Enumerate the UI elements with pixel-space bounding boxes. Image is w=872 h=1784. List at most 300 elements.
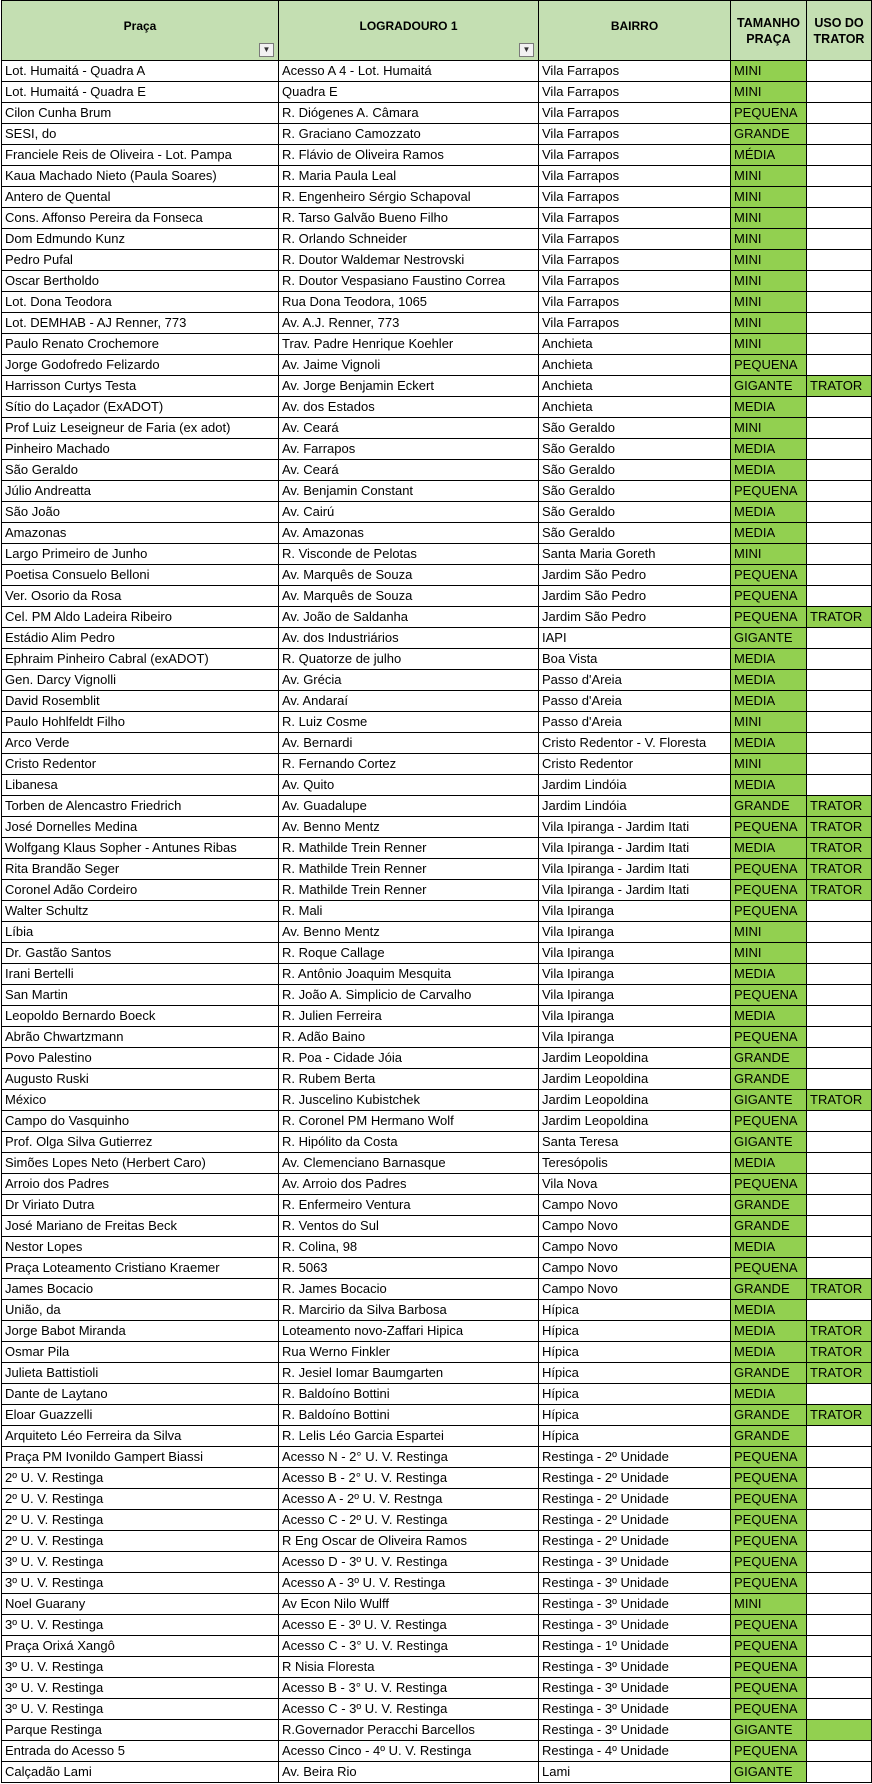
cell-bairro[interactable]: Vila Farrapos bbox=[539, 313, 731, 334]
cell-praca[interactable]: Libanesa bbox=[2, 775, 279, 796]
cell-praca[interactable]: Dante de Laytano bbox=[2, 1384, 279, 1405]
filter-dropdown-icon[interactable]: ▼ bbox=[259, 43, 274, 57]
cell-uso-trator[interactable] bbox=[807, 145, 872, 166]
cell-bairro[interactable]: Vila Farrapos bbox=[539, 166, 731, 187]
cell-tamanho[interactable]: PEQUENA bbox=[731, 1489, 807, 1510]
cell-uso-trator[interactable] bbox=[807, 649, 872, 670]
cell-uso-trator[interactable]: TRATOR bbox=[807, 1321, 872, 1342]
cell-tamanho[interactable]: PEQUENA bbox=[731, 1552, 807, 1573]
cell-logradouro[interactable]: Av. Marquês de Souza bbox=[279, 586, 539, 607]
cell-tamanho[interactable]: MINI bbox=[731, 313, 807, 334]
cell-praca[interactable]: José Mariano de Freitas Beck bbox=[2, 1216, 279, 1237]
cell-uso-trator[interactable] bbox=[807, 523, 872, 544]
cell-logradouro[interactable]: R. Hipólito da Costa bbox=[279, 1132, 539, 1153]
cell-uso-trator[interactable] bbox=[807, 1678, 872, 1699]
cell-logradouro[interactable]: Av. Quito bbox=[279, 775, 539, 796]
cell-uso-trator[interactable] bbox=[807, 1447, 872, 1468]
cell-logradouro[interactable]: Av. Marquês de Souza bbox=[279, 565, 539, 586]
cell-uso-trator[interactable] bbox=[807, 1048, 872, 1069]
cell-tamanho[interactable]: GRANDE bbox=[731, 1426, 807, 1447]
cell-uso-trator[interactable] bbox=[807, 1153, 872, 1174]
cell-logradouro[interactable]: R. Diógenes A. Câmara bbox=[279, 103, 539, 124]
cell-logradouro[interactable]: R. Orlando Schneider bbox=[279, 229, 539, 250]
cell-logradouro[interactable]: Av. dos Industriários bbox=[279, 628, 539, 649]
cell-praca[interactable]: Arco Verde bbox=[2, 733, 279, 754]
cell-tamanho[interactable]: GRANDE bbox=[731, 1069, 807, 1090]
cell-bairro[interactable]: Jardim Leopoldina bbox=[539, 1069, 731, 1090]
cell-tamanho[interactable]: GRANDE bbox=[731, 1405, 807, 1426]
cell-uso-trator[interactable] bbox=[807, 922, 872, 943]
cell-bairro[interactable]: Hípica bbox=[539, 1426, 731, 1447]
cell-uso-trator[interactable] bbox=[807, 187, 872, 208]
cell-tamanho[interactable]: MEDIA bbox=[731, 1384, 807, 1405]
cell-logradouro[interactable]: R. Visconde de Pelotas bbox=[279, 544, 539, 565]
cell-tamanho[interactable]: MINI bbox=[731, 922, 807, 943]
cell-tamanho[interactable]: PEQUENA bbox=[731, 1678, 807, 1699]
cell-praca[interactable]: Ephraim Pinheiro Cabral (exADOT) bbox=[2, 649, 279, 670]
cell-praca[interactable]: São Geraldo bbox=[2, 460, 279, 481]
cell-logradouro[interactable]: Av. Jorge Benjamin Eckert bbox=[279, 376, 539, 397]
cell-praca[interactable]: Jorge Godofredo Felizardo bbox=[2, 355, 279, 376]
cell-praca[interactable]: 3º U. V. Restinga bbox=[2, 1678, 279, 1699]
cell-bairro[interactable]: São Geraldo bbox=[539, 481, 731, 502]
cell-praca[interactable]: Lot. Humaitá - Quadra A bbox=[2, 61, 279, 82]
cell-praca[interactable]: Júlio Andreatta bbox=[2, 481, 279, 502]
cell-bairro[interactable]: Vila Ipiranga - Jardim Itati bbox=[539, 880, 731, 901]
cell-praca[interactable]: Campo do Vasquinho bbox=[2, 1111, 279, 1132]
cell-uso-trator[interactable]: TRATOR bbox=[807, 838, 872, 859]
cell-logradouro[interactable]: R. Jesiel Iomar Baumgarten bbox=[279, 1363, 539, 1384]
cell-logradouro[interactable]: Quadra E bbox=[279, 82, 539, 103]
cell-logradouro[interactable]: Rua Dona Teodora, 1065 bbox=[279, 292, 539, 313]
cell-uso-trator[interactable] bbox=[807, 1468, 872, 1489]
cell-praca[interactable]: Lot. Humaitá - Quadra E bbox=[2, 82, 279, 103]
cell-bairro[interactable]: Vila Ipiranga bbox=[539, 985, 731, 1006]
cell-tamanho[interactable]: MEDIA bbox=[731, 649, 807, 670]
cell-bairro[interactable]: Hípica bbox=[539, 1363, 731, 1384]
cell-bairro[interactable]: Vila Farrapos bbox=[539, 292, 731, 313]
cell-logradouro[interactable]: R. Coronel PM Hermano Wolf bbox=[279, 1111, 539, 1132]
cell-logradouro[interactable]: R. James Bocacio bbox=[279, 1279, 539, 1300]
cell-uso-trator[interactable] bbox=[807, 439, 872, 460]
cell-praca[interactable]: Paulo Hohlfeldt Filho bbox=[2, 712, 279, 733]
cell-tamanho[interactable]: PEQUENA bbox=[731, 607, 807, 628]
cell-tamanho[interactable]: PEQUENA bbox=[731, 985, 807, 1006]
cell-uso-trator[interactable] bbox=[807, 1195, 872, 1216]
cell-uso-trator[interactable] bbox=[807, 1657, 872, 1678]
cell-bairro[interactable]: Santa Maria Goreth bbox=[539, 544, 731, 565]
cell-tamanho[interactable]: MINI bbox=[731, 943, 807, 964]
cell-uso-trator[interactable] bbox=[807, 1762, 872, 1783]
cell-uso-trator[interactable] bbox=[807, 313, 872, 334]
cell-praca[interactable]: Leopoldo Bernardo Boeck bbox=[2, 1006, 279, 1027]
cell-bairro[interactable]: Campo Novo bbox=[539, 1216, 731, 1237]
cell-uso-trator[interactable] bbox=[807, 1594, 872, 1615]
cell-uso-trator[interactable] bbox=[807, 271, 872, 292]
cell-logradouro[interactable]: R. Mathilde Trein Renner bbox=[279, 880, 539, 901]
cell-uso-trator[interactable] bbox=[807, 1699, 872, 1720]
cell-tamanho[interactable]: GIGANTE bbox=[731, 1720, 807, 1741]
cell-praca[interactable]: Coronel Adão Cordeiro bbox=[2, 880, 279, 901]
cell-bairro[interactable]: Vila Farrapos bbox=[539, 208, 731, 229]
cell-tamanho[interactable]: MEDIA bbox=[731, 397, 807, 418]
cell-bairro[interactable]: Cristo Redentor - V. Floresta bbox=[539, 733, 731, 754]
cell-logradouro[interactable]: Acesso B - 3° U. V. Restinga bbox=[279, 1678, 539, 1699]
cell-praca[interactable]: 3º U. V. Restinga bbox=[2, 1699, 279, 1720]
cell-uso-trator[interactable]: TRATOR bbox=[807, 859, 872, 880]
cell-bairro[interactable]: Jardim São Pedro bbox=[539, 586, 731, 607]
cell-logradouro[interactable]: R. Quatorze de julho bbox=[279, 649, 539, 670]
cell-bairro[interactable]: Anchieta bbox=[539, 376, 731, 397]
cell-praca[interactable]: Dr. Gastão Santos bbox=[2, 943, 279, 964]
cell-logradouro[interactable]: R Nisia Floresta bbox=[279, 1657, 539, 1678]
cell-bairro[interactable]: Restinga - 3º Unidade bbox=[539, 1657, 731, 1678]
cell-uso-trator[interactable]: TRATOR bbox=[807, 1279, 872, 1300]
cell-logradouro[interactable]: Acesso C - 3º U. V. Restinga bbox=[279, 1699, 539, 1720]
cell-bairro[interactable]: Restinga - 3º Unidade bbox=[539, 1720, 731, 1741]
cell-bairro[interactable]: Campo Novo bbox=[539, 1237, 731, 1258]
cell-tamanho[interactable]: PEQUENA bbox=[731, 103, 807, 124]
cell-praca[interactable]: Nestor Lopes bbox=[2, 1237, 279, 1258]
cell-uso-trator[interactable] bbox=[807, 481, 872, 502]
cell-bairro[interactable]: Restinga - 3º Unidade bbox=[539, 1699, 731, 1720]
cell-uso-trator[interactable] bbox=[807, 124, 872, 145]
cell-bairro[interactable]: Vila Ipiranga - Jardim Itati bbox=[539, 838, 731, 859]
cell-logradouro[interactable]: Av. A.J. Renner, 773 bbox=[279, 313, 539, 334]
cell-praca[interactable]: Povo Palestino bbox=[2, 1048, 279, 1069]
cell-bairro[interactable]: Passo d'Areia bbox=[539, 670, 731, 691]
cell-logradouro[interactable]: Av. dos Estados bbox=[279, 397, 539, 418]
cell-logradouro[interactable]: R. Julien Ferreira bbox=[279, 1006, 539, 1027]
cell-praca[interactable]: Antero de Quental bbox=[2, 187, 279, 208]
cell-tamanho[interactable]: MEDIA bbox=[731, 691, 807, 712]
cell-praca[interactable]: Ver. Osorio da Rosa bbox=[2, 586, 279, 607]
cell-bairro[interactable]: Vila Nova bbox=[539, 1174, 731, 1195]
cell-bairro[interactable]: Vila Farrapos bbox=[539, 124, 731, 145]
cell-tamanho[interactable]: PEQUENA bbox=[731, 1573, 807, 1594]
cell-bairro[interactable]: São Geraldo bbox=[539, 502, 731, 523]
cell-bairro[interactable]: Anchieta bbox=[539, 355, 731, 376]
cell-bairro[interactable]: Vila Farrapos bbox=[539, 271, 731, 292]
cell-praca[interactable]: Abrão Chwartzmann bbox=[2, 1027, 279, 1048]
cell-bairro[interactable]: Santa Teresa bbox=[539, 1132, 731, 1153]
cell-tamanho[interactable]: PEQUENA bbox=[731, 355, 807, 376]
cell-uso-trator[interactable] bbox=[807, 1069, 872, 1090]
cell-tamanho[interactable]: MINI bbox=[731, 754, 807, 775]
cell-tamanho[interactable]: PEQUENA bbox=[731, 1258, 807, 1279]
cell-uso-trator[interactable] bbox=[807, 397, 872, 418]
cell-uso-trator[interactable] bbox=[807, 460, 872, 481]
cell-tamanho[interactable]: PEQUENA bbox=[731, 1741, 807, 1762]
cell-praca[interactable]: Amazonas bbox=[2, 523, 279, 544]
cell-praca[interactable]: Praça Loteamento Cristiano Kraemer bbox=[2, 1258, 279, 1279]
cell-logradouro[interactable]: R. Doutor Vespasiano Faustino Correa bbox=[279, 271, 539, 292]
cell-logradouro[interactable]: R. Lelis Léo Garcia Espartei bbox=[279, 1426, 539, 1447]
cell-uso-trator[interactable] bbox=[807, 901, 872, 922]
cell-tamanho[interactable]: PEQUENA bbox=[731, 1636, 807, 1657]
cell-bairro[interactable]: Vila Farrapos bbox=[539, 229, 731, 250]
cell-tamanho[interactable]: MINI bbox=[731, 334, 807, 355]
cell-uso-trator[interactable] bbox=[807, 1426, 872, 1447]
cell-tamanho[interactable]: MEDIA bbox=[731, 1321, 807, 1342]
cell-uso-trator[interactable] bbox=[807, 670, 872, 691]
cell-tamanho[interactable]: MINI bbox=[731, 1594, 807, 1615]
cell-uso-trator[interactable] bbox=[807, 1615, 872, 1636]
cell-tamanho[interactable]: GIGANTE bbox=[731, 1132, 807, 1153]
cell-praca[interactable]: Sítio do Laçador (ExADOT) bbox=[2, 397, 279, 418]
cell-praca[interactable]: Oscar Bertholdo bbox=[2, 271, 279, 292]
cell-uso-trator[interactable]: TRATOR bbox=[807, 1090, 872, 1111]
cell-uso-trator[interactable] bbox=[807, 1006, 872, 1027]
cell-bairro[interactable]: Campo Novo bbox=[539, 1195, 731, 1216]
cell-logradouro[interactable]: Acesso D - 3º U. V. Restinga bbox=[279, 1552, 539, 1573]
cell-bairro[interactable]: Cristo Redentor bbox=[539, 754, 731, 775]
cell-bairro[interactable]: Anchieta bbox=[539, 397, 731, 418]
cell-logradouro[interactable]: Av. Arroio dos Padres bbox=[279, 1174, 539, 1195]
cell-uso-trator[interactable]: TRATOR bbox=[807, 1405, 872, 1426]
cell-tamanho[interactable]: MINI bbox=[731, 292, 807, 313]
cell-logradouro[interactable]: R. Colina, 98 bbox=[279, 1237, 539, 1258]
cell-praca[interactable]: José Dornelles Medina bbox=[2, 817, 279, 838]
cell-praca[interactable]: Pedro Pufal bbox=[2, 250, 279, 271]
cell-praca[interactable]: Paulo Renato Crochemore bbox=[2, 334, 279, 355]
cell-praca[interactable]: São João bbox=[2, 502, 279, 523]
cell-bairro[interactable]: Anchieta bbox=[539, 334, 731, 355]
cell-bairro[interactable]: Restinga - 1º Unidade bbox=[539, 1636, 731, 1657]
cell-bairro[interactable]: Vila Farrapos bbox=[539, 187, 731, 208]
cell-bairro[interactable]: Jardim Leopoldina bbox=[539, 1090, 731, 1111]
cell-uso-trator[interactable] bbox=[807, 208, 872, 229]
cell-bairro[interactable]: Restinga - 3º Unidade bbox=[539, 1573, 731, 1594]
cell-logradouro[interactable]: R. Baldoíno Bottini bbox=[279, 1405, 539, 1426]
cell-tamanho[interactable]: PEQUENA bbox=[731, 586, 807, 607]
cell-uso-trator[interactable] bbox=[807, 1489, 872, 1510]
cell-logradouro[interactable]: R Eng Oscar de Oliveira Ramos bbox=[279, 1531, 539, 1552]
cell-uso-trator[interactable] bbox=[807, 418, 872, 439]
cell-uso-trator[interactable] bbox=[807, 1636, 872, 1657]
cell-logradouro[interactable]: R. Graciano Camozzato bbox=[279, 124, 539, 145]
cell-bairro[interactable]: Restinga - 2º Unidade bbox=[539, 1531, 731, 1552]
cell-praca[interactable]: Praça PM Ivonildo Gampert Biassi bbox=[2, 1447, 279, 1468]
cell-tamanho[interactable]: PEQUENA bbox=[731, 1447, 807, 1468]
cell-bairro[interactable]: Restinga - 3º Unidade bbox=[539, 1615, 731, 1636]
cell-uso-trator[interactable] bbox=[807, 61, 872, 82]
cell-praca[interactable]: Jorge Babot Miranda bbox=[2, 1321, 279, 1342]
cell-tamanho[interactable]: PEQUENA bbox=[731, 1468, 807, 1489]
cell-uso-trator[interactable] bbox=[807, 292, 872, 313]
cell-uso-trator[interactable] bbox=[807, 691, 872, 712]
cell-logradouro[interactable]: Av. Ceará bbox=[279, 418, 539, 439]
cell-praca[interactable]: Noel Guarany bbox=[2, 1594, 279, 1615]
cell-praca[interactable]: Cel. PM Aldo Ladeira Ribeiro bbox=[2, 607, 279, 628]
cell-logradouro[interactable]: R. Marcirio da Silva Barbosa bbox=[279, 1300, 539, 1321]
header-praca[interactable] bbox=[2, 1, 279, 61]
cell-uso-trator[interactable] bbox=[807, 1384, 872, 1405]
cell-uso-trator[interactable] bbox=[807, 1720, 872, 1741]
cell-tamanho[interactable]: MEDIA bbox=[731, 1342, 807, 1363]
cell-uso-trator[interactable] bbox=[807, 1573, 872, 1594]
cell-praca[interactable]: 3º U. V. Restinga bbox=[2, 1573, 279, 1594]
cell-logradouro[interactable]: Acesso A - 2º U. V. Restnga bbox=[279, 1489, 539, 1510]
cell-praca[interactable]: Gen. Darcy Vignolli bbox=[2, 670, 279, 691]
cell-logradouro[interactable]: R. Doutor Waldemar Nestrovski bbox=[279, 250, 539, 271]
cell-uso-trator[interactable]: TRATOR bbox=[807, 1363, 872, 1384]
cell-uso-trator[interactable] bbox=[807, 502, 872, 523]
cell-logradouro[interactable]: Av. Jaime Vignoli bbox=[279, 355, 539, 376]
cell-bairro[interactable]: Jardim Lindóia bbox=[539, 796, 731, 817]
cell-tamanho[interactable]: PEQUENA bbox=[731, 1657, 807, 1678]
cell-praca[interactable]: Prof Luiz Leseigneur de Faria (ex adot) bbox=[2, 418, 279, 439]
cell-praca[interactable]: Torben de Alencastro Friedrich bbox=[2, 796, 279, 817]
cell-bairro[interactable]: Passo d'Areia bbox=[539, 691, 731, 712]
cell-uso-trator[interactable] bbox=[807, 1531, 872, 1552]
cell-bairro[interactable]: Jardim Leopoldina bbox=[539, 1048, 731, 1069]
cell-logradouro[interactable]: Rua Werno Finkler bbox=[279, 1342, 539, 1363]
header-bairro[interactable] bbox=[539, 1, 731, 61]
cell-bairro[interactable]: Vila Farrapos bbox=[539, 145, 731, 166]
cell-logradouro[interactable]: Av. Benno Mentz bbox=[279, 922, 539, 943]
cell-praca[interactable]: Líbia bbox=[2, 922, 279, 943]
cell-praca[interactable]: Osmar Pila bbox=[2, 1342, 279, 1363]
cell-bairro[interactable]: Restinga - 3º Unidade bbox=[539, 1552, 731, 1573]
cell-bairro[interactable]: Hípica bbox=[539, 1405, 731, 1426]
cell-tamanho[interactable]: MINI bbox=[731, 208, 807, 229]
cell-uso-trator[interactable] bbox=[807, 754, 872, 775]
cell-tamanho[interactable]: MEDIA bbox=[731, 1300, 807, 1321]
cell-praca[interactable]: Parque Restinga bbox=[2, 1720, 279, 1741]
cell-logradouro[interactable]: Av. Amazonas bbox=[279, 523, 539, 544]
cell-bairro[interactable]: Passo d'Areia bbox=[539, 712, 731, 733]
header-logradouro[interactable] bbox=[279, 1, 539, 61]
cell-tamanho[interactable]: PEQUENA bbox=[731, 901, 807, 922]
cell-bairro[interactable]: Vila Ipiranga bbox=[539, 1027, 731, 1048]
cell-uso-trator[interactable] bbox=[807, 355, 872, 376]
cell-tamanho[interactable]: MEDIA bbox=[731, 775, 807, 796]
cell-praca[interactable]: Lot. Dona Teodora bbox=[2, 292, 279, 313]
cell-bairro[interactable]: São Geraldo bbox=[539, 460, 731, 481]
cell-logradouro[interactable]: R. Flávio de Oliveira Ramos bbox=[279, 145, 539, 166]
cell-uso-trator[interactable] bbox=[807, 985, 872, 1006]
cell-tamanho[interactable]: GIGANTE bbox=[731, 1090, 807, 1111]
cell-logradouro[interactable]: Av. João de Saldanha bbox=[279, 607, 539, 628]
cell-bairro[interactable]: Vila Ipiranga bbox=[539, 964, 731, 985]
cell-tamanho[interactable]: PEQUENA bbox=[731, 481, 807, 502]
cell-tamanho[interactable]: PEQUENA bbox=[731, 565, 807, 586]
cell-tamanho[interactable]: MEDIA bbox=[731, 460, 807, 481]
cell-praca[interactable]: Largo Primeiro de Junho bbox=[2, 544, 279, 565]
cell-tamanho[interactable]: PEQUENA bbox=[731, 1174, 807, 1195]
cell-praca[interactable]: União, da bbox=[2, 1300, 279, 1321]
cell-uso-trator[interactable] bbox=[807, 1510, 872, 1531]
cell-logradouro[interactable]: R. Mathilde Trein Renner bbox=[279, 838, 539, 859]
cell-praca[interactable]: Cristo Redentor bbox=[2, 754, 279, 775]
cell-logradouro[interactable]: Acesso E - 3º U. V. Restinga bbox=[279, 1615, 539, 1636]
cell-logradouro[interactable]: R. Juscelino Kubistchek bbox=[279, 1090, 539, 1111]
cell-uso-trator[interactable] bbox=[807, 229, 872, 250]
cell-tamanho[interactable]: MINI bbox=[731, 250, 807, 271]
cell-uso-trator[interactable] bbox=[807, 1174, 872, 1195]
cell-logradouro[interactable]: Av Econ Nilo Wulff bbox=[279, 1594, 539, 1615]
cell-tamanho[interactable]: MEDIA bbox=[731, 1006, 807, 1027]
cell-bairro[interactable]: Vila Ipiranga bbox=[539, 901, 731, 922]
cell-logradouro[interactable]: Av. Grécia bbox=[279, 670, 539, 691]
cell-bairro[interactable]: São Geraldo bbox=[539, 439, 731, 460]
cell-bairro[interactable]: Hípica bbox=[539, 1384, 731, 1405]
cell-praca[interactable]: 2º U. V. Restinga bbox=[2, 1510, 279, 1531]
cell-praca[interactable]: Arroio dos Padres bbox=[2, 1174, 279, 1195]
cell-bairro[interactable]: Campo Novo bbox=[539, 1258, 731, 1279]
cell-praca[interactable]: Eloar Guazzelli bbox=[2, 1405, 279, 1426]
cell-logradouro[interactable]: Av. Benjamin Constant bbox=[279, 481, 539, 502]
cell-uso-trator[interactable] bbox=[807, 1258, 872, 1279]
cell-praca[interactable]: Walter Schultz bbox=[2, 901, 279, 922]
cell-bairro[interactable]: Vila Farrapos bbox=[539, 61, 731, 82]
cell-tamanho[interactable]: GIGANTE bbox=[731, 376, 807, 397]
cell-praca[interactable]: Dr Viriato Dutra bbox=[2, 1195, 279, 1216]
cell-uso-trator[interactable]: TRATOR bbox=[807, 376, 872, 397]
cell-praca[interactable]: Kaua Machado Nieto (Paula Soares) bbox=[2, 166, 279, 187]
cell-praca[interactable]: Dom Edmundo Kunz bbox=[2, 229, 279, 250]
cell-bairro[interactable]: Vila Ipiranga bbox=[539, 1006, 731, 1027]
cell-uso-trator[interactable] bbox=[807, 565, 872, 586]
cell-bairro[interactable]: Jardim Leopoldina bbox=[539, 1111, 731, 1132]
cell-logradouro[interactable]: R. Maria Paula Leal bbox=[279, 166, 539, 187]
cell-tamanho[interactable]: MINI bbox=[731, 166, 807, 187]
cell-logradouro[interactable]: Trav. Padre Henrique Koehler bbox=[279, 334, 539, 355]
filter-dropdown-icon[interactable]: ▼ bbox=[519, 43, 534, 57]
cell-praca[interactable]: Praça Orixá Xangô bbox=[2, 1636, 279, 1657]
cell-logradouro[interactable]: R. Fernando Cortez bbox=[279, 754, 539, 775]
cell-bairro[interactable]: Boa Vista bbox=[539, 649, 731, 670]
cell-praca[interactable]: 3º U. V. Restinga bbox=[2, 1615, 279, 1636]
cell-bairro[interactable]: Vila Ipiranga bbox=[539, 943, 731, 964]
cell-praca[interactable]: Wolfgang Klaus Sopher - Antunes Ribas bbox=[2, 838, 279, 859]
cell-tamanho[interactable]: GRANDE bbox=[731, 796, 807, 817]
cell-praca[interactable]: 3º U. V. Restinga bbox=[2, 1657, 279, 1678]
cell-praca[interactable]: 3º U. V. Restinga bbox=[2, 1552, 279, 1573]
cell-tamanho[interactable]: PEQUENA bbox=[731, 1531, 807, 1552]
cell-bairro[interactable]: Jardim São Pedro bbox=[539, 565, 731, 586]
cell-uso-trator[interactable] bbox=[807, 1741, 872, 1762]
cell-tamanho[interactable]: PEQUENA bbox=[731, 817, 807, 838]
cell-tamanho[interactable]: GRANDE bbox=[731, 1279, 807, 1300]
cell-bairro[interactable]: Jardim Lindóia bbox=[539, 775, 731, 796]
cell-praca[interactable]: Entrada do Acesso 5 bbox=[2, 1741, 279, 1762]
cell-praca[interactable]: 2º U. V. Restinga bbox=[2, 1468, 279, 1489]
cell-bairro[interactable]: Vila Ipiranga - Jardim Itati bbox=[539, 859, 731, 880]
header-tamanho[interactable] bbox=[731, 1, 807, 61]
cell-bairro[interactable]: Vila Farrapos bbox=[539, 103, 731, 124]
cell-uso-trator[interactable]: TRATOR bbox=[807, 1342, 872, 1363]
cell-tamanho[interactable]: PEQUENA bbox=[731, 1027, 807, 1048]
cell-tamanho[interactable]: MEDIA bbox=[731, 964, 807, 985]
cell-logradouro[interactable]: R.Governador Peracchi Barcellos bbox=[279, 1720, 539, 1741]
cell-uso-trator[interactable]: TRATOR bbox=[807, 817, 872, 838]
cell-bairro[interactable]: Teresópolis bbox=[539, 1153, 731, 1174]
cell-praca[interactable]: Franciele Reis de Oliveira - Lot. Pampa bbox=[2, 145, 279, 166]
cell-tamanho[interactable]: GRANDE bbox=[731, 1195, 807, 1216]
cell-logradouro[interactable]: Loteamento novo-Zaffari Hipica bbox=[279, 1321, 539, 1342]
cell-tamanho[interactable]: GRANDE bbox=[731, 1363, 807, 1384]
cell-praca[interactable]: Irani Bertelli bbox=[2, 964, 279, 985]
cell-tamanho[interactable]: PEQUENA bbox=[731, 1699, 807, 1720]
cell-bairro[interactable]: Restinga - 2º Unidade bbox=[539, 1468, 731, 1489]
cell-logradouro[interactable]: R. Luiz Cosme bbox=[279, 712, 539, 733]
cell-logradouro[interactable]: R. Ventos do Sul bbox=[279, 1216, 539, 1237]
cell-uso-trator[interactable] bbox=[807, 628, 872, 649]
cell-uso-trator[interactable] bbox=[807, 712, 872, 733]
cell-logradouro[interactable]: R. 5063 bbox=[279, 1258, 539, 1279]
